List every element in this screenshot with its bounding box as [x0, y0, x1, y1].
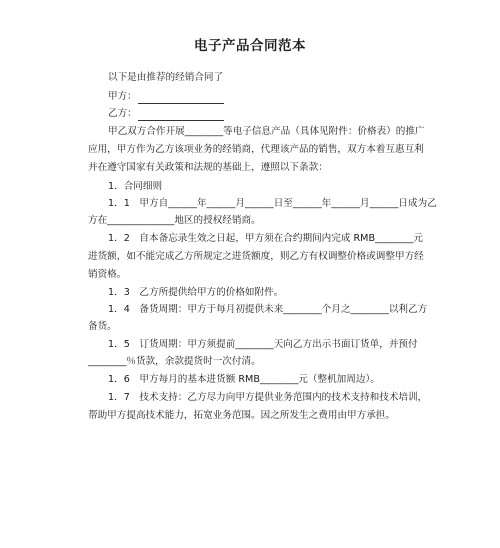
party-b-blank — [138, 109, 224, 121]
party-a-line — [108, 90, 438, 104]
document-title: 电子产品合同范本 — [194, 38, 306, 54]
preamble-line: 并在遵守国家有关政策和法规的基础上，遵照以下条款： — [88, 162, 328, 173]
clause-1-5-line: 1．5 订货周期：甲方须提前________天向乙方出示书面订货单，并预付 — [108, 339, 418, 350]
party-b-label: 乙方： — [108, 108, 137, 119]
party-a-label: 甲方： — [108, 91, 137, 102]
clause-1-4-line: 1．4 备货周期：甲方于每月初提供未来________个月之________以利乙方 — [108, 304, 428, 315]
preamble-line: 甲乙双方合作开展________等电子信息产品（具体见附件：价格表）的推广 — [108, 126, 425, 137]
clause-1-2-line: 1．2 自本备忘录生效之日起，甲方须在合约期间内完成 RMB________元 — [108, 233, 424, 244]
clause-1-6-line: 1．6 甲方每月的基本进货额 RMB________元（整机加周边）。 — [108, 374, 380, 385]
party-a-blank — [138, 92, 224, 104]
party-b-line — [108, 107, 438, 121]
clause-1-1-line: 1．1 甲方自______年______月______日至______年______月______日成为乙 — [108, 198, 437, 209]
preamble-line: 应用，甲方作为乙方该项业务的经销商，代理该产品的销售，双方本着互惠互利 — [88, 144, 424, 155]
intro-line: 以下是由推荐的经销合同了 — [108, 72, 224, 83]
clause-1-7-line: 帮助甲方提高技术能力，拓宽业务范围。因之所发生之费用由甲方承担。 — [88, 410, 395, 421]
clause-1-5-line: ________％货款，余款提货时一次付清。 — [88, 356, 261, 367]
clause-1-1-line: 方在______________地区的授权经销商。 — [88, 215, 261, 226]
clause-1-7-line: 1．7 技术支持：乙方尽力向甲方提供业务范围内的技术支持和技术培训， — [108, 392, 428, 403]
clause-1-2-line: 进货额，如不能完成乙方所规定之进货额度，则乙方有权调整价格或调整甲方经 — [88, 251, 424, 262]
clause-1-2-line: 销资格。 — [88, 269, 127, 280]
section-heading: 1．合同细则 — [108, 181, 163, 192]
clause-1-3-line: 1．3 乙方所提供给甲方的价格如附件。 — [108, 287, 284, 298]
clause-1-4-line: 备货。 — [88, 321, 117, 332]
